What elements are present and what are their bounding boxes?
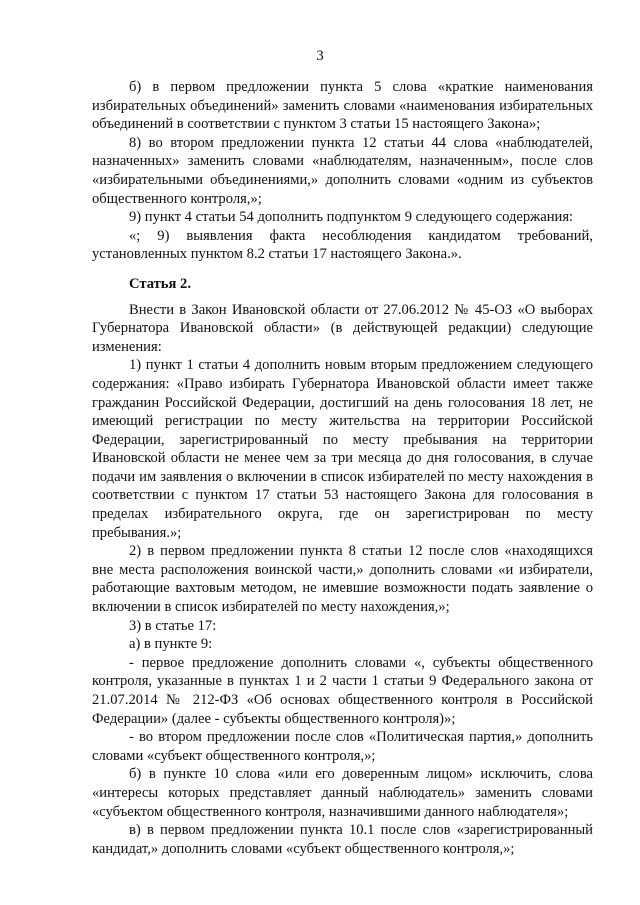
paragraph: 8) во втором предложении пункта 12 статьи 44 слова «наблюдателей, назначенных» заменить словами «наблюдателям, назначенным», после слов «избирательными объединениями,» дополнить словами «одним из субъектов общественного контроля,»; [92,134,593,207]
paragraph: б) в пункте 10 слова «или его доверенным лицом» исключить, слова «интересы которых представляет данный наблюдатель» заменить словами «субъектом общественного контроля, назначившими данного наблюдателя»; [92,766,593,820]
document-body [92,78,593,858]
paragraph: - первое предложение дополнить словами «, субъекты общественного контроля, указанные в пунктах 1 и 2 части 1 статьи 9 Федерального закона от 21.07.2014 № 212-ФЗ «Об основах общественного контроля в Российской Федерации» (далее - субъекты общественного контроля)»; [92,654,593,727]
paragraph: в) в первом предложении пункта 10.1 после слов «зарегистрированный кандидат,» дополнить словами «субъект общественного контроля,»; [92,822,593,857]
paragraph: - во втором предложении после слов «Политическая партия,» дополнить словами «субъект общественного контроля,»; [92,729,593,764]
paragraph: Внести в Закон Ивановской области от 27.06.2012 № 45-ОЗ «О выборах Губернатора Ивановской области» (в действующей редакции) следующие изменения: [92,301,593,355]
paragraph: б) в первом предложении пункта 5 слова «краткие наименования избирательных объединений» заменить словами «наименования избирательных объединений в соответствии с пунктом 3 статьи 15 настоящего Закона»; [92,79,593,133]
paragraph: 1) пункт 1 статьи 4 дополнить новым вторым предложением следующего содержания: «Право избирать Губернатора Ивановской области имеет также гражданин Российской Федерации, достигший на день голосования 18 лет, не имеющий регистрации по месту жительства на территории Российской Федерации, зарегистрированный по месту пребывания на территории Ивановской области не менее чем за три месяца до дня голосования, в случае подачи им заявления о включении в список избирателей по месту нахождения в соответствии с пунктом 17 статьи 53 настоящего Закона для голосования в пределах избирательного округа, где он зарегистрирован по месту пребывания.»; [92,357,593,541]
paragraph: 3) в статье 17: [129,617,217,634]
paragraph: 2) в первом предложении пункта 8 статьи 12 после слов «находящихся вне места расположения воинской части,» дополнить словами «и избиратели, работающие вахтовым методом, не имевшие возможности подать заявление о включении в список избирателей по месту нахождения,»; [92,543,593,616]
paragraph: «; 9) выявления факта несоблюдения кандидатом требований, установленных пунктом 8.2 статьи 17 настоящего Закона.». [92,227,593,263]
page-number: 3 [316,48,324,64]
article-heading: Статья 2. [129,275,191,292]
paragraph: 9) пункт 4 статьи 54 дополнить подпунктом 9 следующего содержания: [129,209,574,226]
paragraph: а) в пункте 9: [129,636,213,653]
